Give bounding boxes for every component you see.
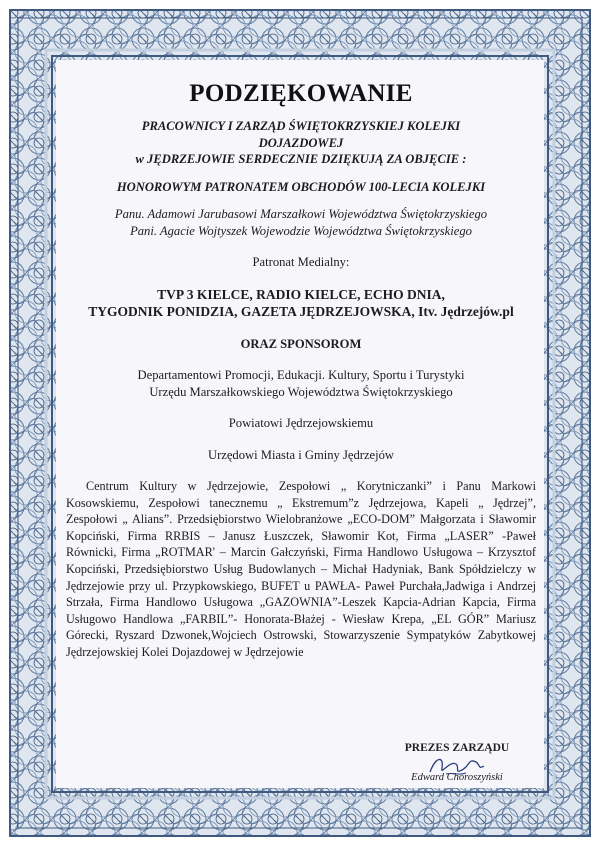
media-heading: Patronat Medialny: <box>252 255 350 269</box>
signature-name: Edward Choroszyński <box>411 772 503 783</box>
sponsor-city: Urzędowi Miasta i Gminy Jędrzejów <box>207 447 395 462</box>
signature-block <box>392 742 522 783</box>
patron-line-1: Panu. Adamowi Jarubasowi Marszałkowi Województwa Świętokrzyskiego <box>114 207 488 221</box>
media-line-1: TVP 3 KIELCE, RADIO KIELCE, ECHO DNIA, <box>157 286 445 302</box>
sponsor-list-paragraph: Centrum Kultury w Jędrzejowie, Zespołowi „ Korytniczanki” i Panu Markowi Kosowskiemu, Zespołowi tanecznemu „ Ekstremum”z Jędrzejowa, Kapeli „ Jędrzej”, Zespołowi „ Alians”. Przedsiębiorstwo Wielobranżowe „ECO-DOM” Małgorzata i Sławomir Kopciński, Firma RRBIS – Janusz Łuszczek, Sławomir Kot, Firma „LASER” -Paweł Równicki, Firma „ROTMAR' – Marcin Gałczyński, Firma Handlowo Usługowa – Krzysztof Kopciński, Przedsiębiorstwo Usług Budowlanych – Michał Hadyniak, Bank Spółdzielczy w Jędrzejowie przy ul. Przypkowskiego, BUFET u PAWŁA- Paweł Purchała,Jadwiga i Andrzej Strzała, Firma Handlowo Usługowa „GAZOWNIA”-Leszek Kapcia-Adrian Kapcia, Firma Usługowo Handlowa „FARBIL”- Honorata-Błażej - Wiesław Krepa, „EL GÓR” Mariusz Górecki, Ryszard Dzwonek,Wojciech Ostrowski, Stowarzyszenie Sympatyków Zabytkowej Jędrzejowskiej Kolei Dojazdowej w Jędrzejowie <box>66 479 536 659</box>
handwritten-signature <box>426 752 486 780</box>
patron-line-2: Pani. Agacie Wojtyszek Wojewodzie Województwa Świętokrzyskiego <box>130 223 472 238</box>
intro-line-3: w JĘDRZEJOWIE SERDECZNIE DZIĘKUJĄ ZA OBJĘCIE : <box>135 152 467 166</box>
certificate-content <box>66 62 536 661</box>
intro-line-1: PRACOWNICY I ZARZĄD ŚWIĘTOKRZYSKIEJ KOLEJKI <box>141 119 461 133</box>
intro-line-2: DOJAZDOWEJ <box>258 135 344 150</box>
media-line-2: TYGODNIK PONIDZIA, GAZETA JĘDRZEJOWSKA, Itv. Jędrzejów.pl <box>88 304 514 319</box>
signature-title: PREZES ZARZĄDU <box>404 742 510 754</box>
sponsor-department-line-2: Urzędu Marszałkowskiego Województwa Świętokrzyskiego <box>149 384 453 399</box>
sponsors-heading: ORAZ SPONSOROM <box>240 336 362 351</box>
sponsor-department-line-1: Departamentowi Promocji, Edukacji. Kultury, Sportu i Turystyki <box>137 368 465 382</box>
sponsor-county: Powiatowi Jędrzejowskiemu <box>228 416 374 430</box>
patronage-heading: HONOROWYM PATRONATEM OBCHODÓW 100-LECIA KOLEJKI <box>116 179 486 194</box>
document-title: PODZIĘKOWANIE <box>189 80 413 107</box>
